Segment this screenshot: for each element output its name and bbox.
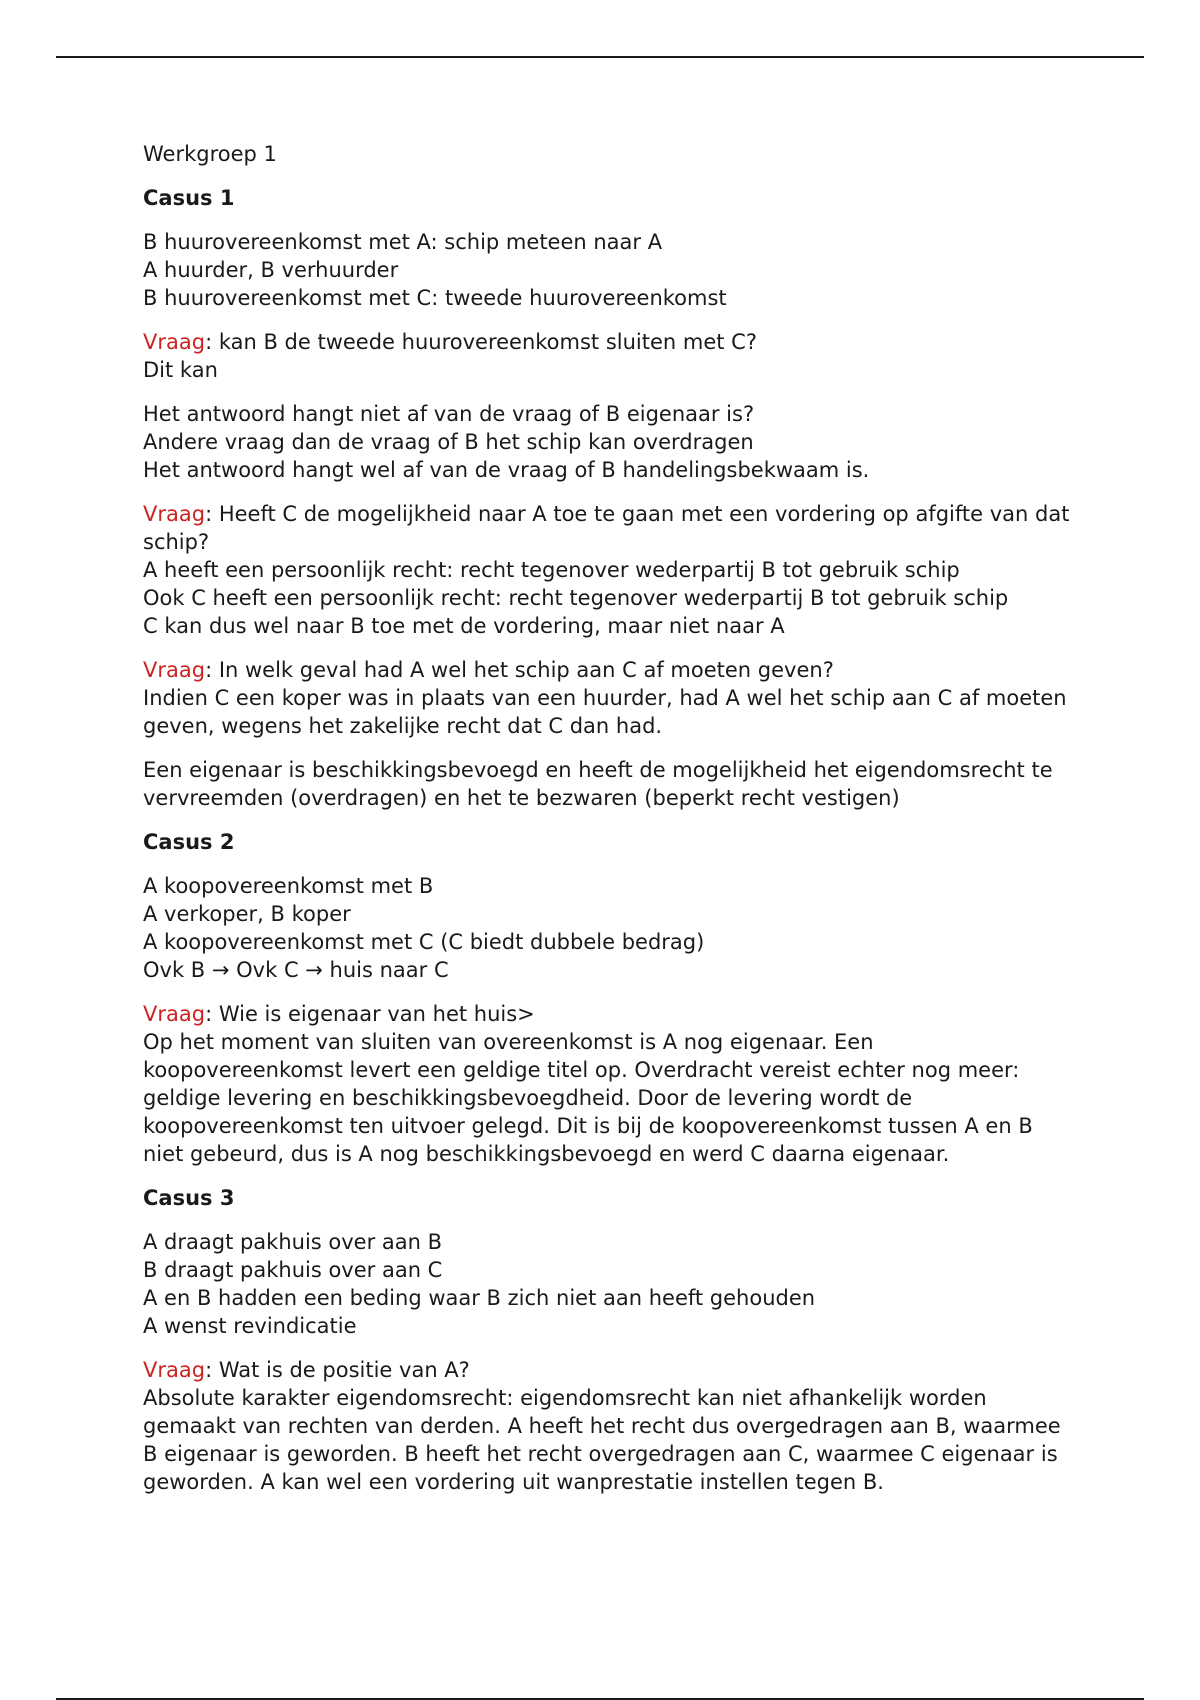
answer-line: Op het moment van sluiten van overeenkomst is A nog eigenaar. Een koopovereenkomst levert een geldige titel op. Overdracht vereist echter nog meer: geldige levering en beschikkingsbevoegdheid. Door de levering wordt de koopovereenkomst ten uitvoer gelegd. Dit is bij de koopovereenkomst tussen A en B niet gebeurd, dus is A nog beschikkingsbevoegd en werd C daarna eigenaar.: [143, 1030, 1033, 1166]
note-line: Andere vraag dan de vraag of B het schip kan overdragen: [143, 430, 754, 454]
answer-line: A heeft een persoonlijk recht: recht tegenover wederpartij B tot gebruik schip: [143, 558, 960, 582]
question-line: [143, 656, 1073, 684]
question-label: Vraag: [143, 330, 206, 354]
casus-3-facts: [143, 1228, 1073, 1340]
fact-line: B draagt pakhuis over aan C: [143, 1258, 443, 1282]
casus-2-heading: Casus 2: [143, 830, 235, 854]
casus-3-heading: Casus 3: [143, 1186, 235, 1210]
casus-1-question-3: [143, 656, 1073, 740]
casus-3-question-1: [143, 1356, 1073, 1496]
fact-line: B huurovereenkomst met A: schip meteen naar A: [143, 230, 663, 254]
casus-1-closing: Een eigenaar is beschikkingsbevoegd en heeft de mogelijkheid het eigendomsrecht te vervreemden (overdragen) en het te bezwaren (beperkt recht vestigen): [143, 758, 1053, 810]
fact-line: A en B hadden een beding waar B zich niet aan heeft gehouden: [143, 1286, 816, 1310]
question-line: [143, 1356, 1073, 1384]
answer-line: Absolute karakter eigendomsrecht: eigendomsrecht kan niet afhankelijk worden gemaakt van rechten van derden. A heeft het recht dus overgedragen aan B, waarmee B eigenaar is geworden. B heeft het recht overgedragen aan C, waarmee C eigenaar is geworden. A kan wel een vordering uit wanprestatie instellen tegen B.: [143, 1386, 1061, 1494]
document-body: [143, 140, 1073, 1512]
document-title: Werkgroep 1: [143, 142, 277, 166]
answer-line: Ook C heeft een persoonlijk recht: recht tegenover wederpartij B tot gebruik schip: [143, 586, 1009, 610]
header-rule: [56, 56, 1144, 58]
fact-line: A huurder, B verhuurder: [143, 258, 399, 282]
question-text: : kan B de tweede huurovereenkomst sluiten met C?: [205, 330, 757, 354]
fact-line: A koopovereenkomst met C (C biedt dubbele bedrag): [143, 930, 705, 954]
question-text: : In welk geval had A wel het schip aan C af moeten geven?: [205, 658, 834, 682]
note-line: Het antwoord hangt niet af van de vraag of B eigenaar is?: [143, 402, 755, 426]
question-text: : Wat is de positie van A?: [205, 1358, 470, 1382]
fact-line: A draagt pakhuis over aan B: [143, 1230, 443, 1254]
casus-1-heading: Casus 1: [143, 186, 235, 210]
casus-2-facts: [143, 872, 1073, 984]
fact-line: B huurovereenkomst met C: tweede huurovereenkomst: [143, 286, 727, 310]
fact-line: A verkoper, B koper: [143, 902, 351, 926]
question-label: Vraag: [143, 502, 206, 526]
question-text: : Wie is eigenaar van het huis>: [205, 1002, 535, 1026]
casus-2-question-1: [143, 1000, 1073, 1168]
fact-line: A koopovereenkomst met B: [143, 874, 434, 898]
answer-line: C kan dus wel naar B toe met de vordering, maar niet naar A: [143, 614, 785, 638]
note-line: Het antwoord hangt wel af van de vraag of B handelingsbekwaam is.: [143, 458, 870, 482]
casus-1-facts: [143, 228, 1073, 312]
question-text: : Heeft C de mogelijkheid naar A toe te gaan met een vordering op afgifte van dat schip?: [143, 502, 1070, 554]
casus-1-question-2: [143, 500, 1073, 640]
casus-1-question-1: [143, 328, 1073, 384]
question-label: Vraag: [143, 658, 206, 682]
question-line: [143, 328, 1073, 356]
answer-line: Indien C een koper was in plaats van een huurder, had A wel het schip aan C af moeten geven, wegens het zakelijke recht dat C dan had.: [143, 686, 1067, 738]
fact-line: Ovk B → Ovk C → huis naar C: [143, 958, 449, 982]
answer-line: Dit kan: [143, 358, 218, 382]
casus-1-note: [143, 400, 1073, 484]
question-label: Vraag: [143, 1358, 206, 1382]
question-label: Vraag: [143, 1002, 206, 1026]
question-line: [143, 500, 1073, 556]
fact-line: A wenst revindicatie: [143, 1314, 357, 1338]
question-line: [143, 1000, 1073, 1028]
